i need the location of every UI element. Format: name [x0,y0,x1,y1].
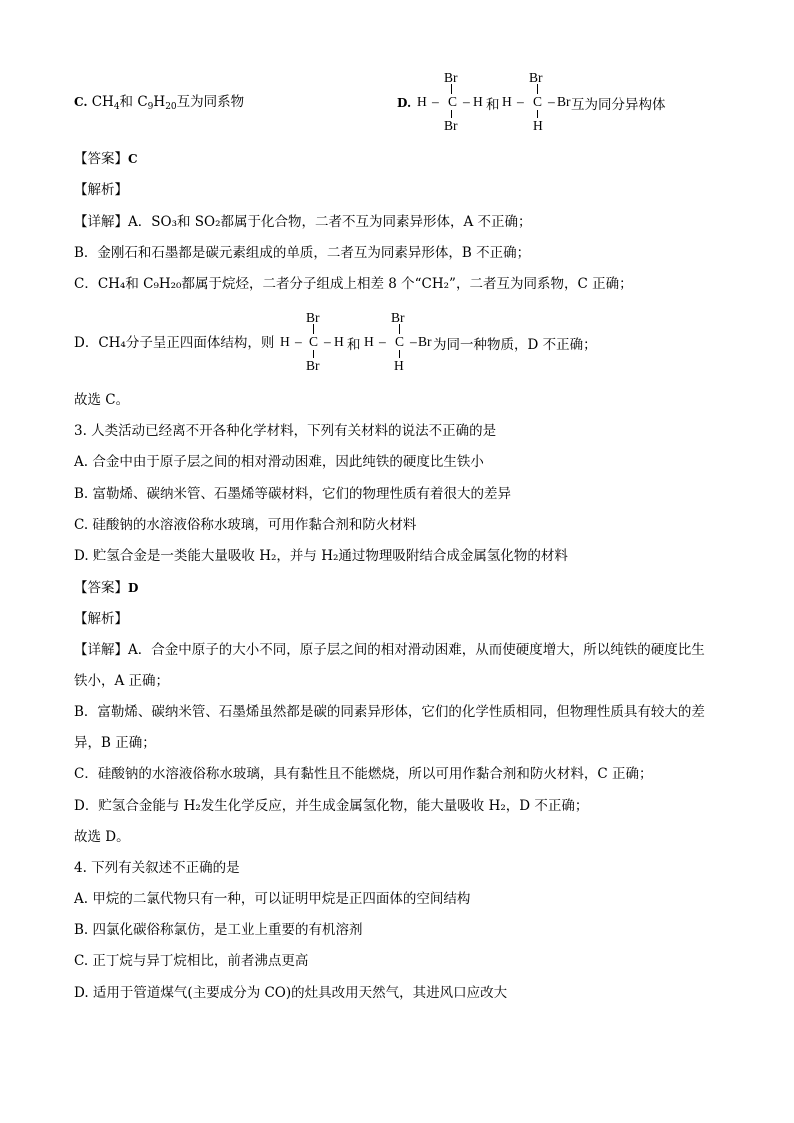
detail-a-line1: 【详解】A．合金中原子的大小不同，原子层之间的相对滑动困难，从而使硬度增大，所以纯铁的硬度比生 [74,642,705,658]
detail-b: B．金刚石和石墨都是碳元素组成的单质，二者互为同素异形体，B 不正确； [74,245,531,261]
atom-br: Br [444,118,458,133]
analysis-heading: 【解析】 [74,182,128,198]
q4-option-c: C. 正丁烷与异丁烷相比，前者沸点更高 [74,953,309,969]
atom-br: Br [557,94,571,109]
question-3-stem: 3. 人类活动已经离不开各种化学材料，下列有关材料的说法不正确的是 [74,423,497,439]
answer-line: 【答案】D [74,580,139,596]
analysis-heading: 【解析】 [74,611,128,627]
atom-c: C [395,334,405,349]
bond-vertical [399,350,400,358]
atom-c: C [533,94,543,109]
atom-h: H [394,358,404,373]
conclusion: 故选 D。 [74,829,130,845]
q4-option-b: B. 四氯化碳俗称氯仿，是工业上重要的有机溶剂 [74,922,363,938]
atom-h: H [334,334,344,349]
atom-br: Br [306,358,320,373]
bond-vertical [537,84,538,94]
bond-dash: – [432,94,439,109]
q4-option-d: D. 适用于管道煤气(主要成分为 CO)的灶具改用天然气，其进风口应改大 [74,985,508,1001]
bond-dash: – [548,94,555,109]
bond-vertical [313,350,314,358]
answer-line: 【答案】C [74,151,138,167]
detail-c: C．硅酸钠的水溶液俗称水玻璃，具有黏性且不能燃烧，所以可用作黏合剂和防火材料，C 正确； [74,766,653,782]
atom-h: H [533,118,543,133]
detail-c: C．CH₄和 C₉H₂₀都属于烷烃，二者分子组成上相差 8 个“CH₂”，二者互为同系物，C 正确； [74,276,633,292]
atom-br: Br [306,310,320,325]
atom-br: Br [444,70,458,85]
bond-dash: – [379,334,386,349]
atom-h: H [280,334,290,349]
q3-option-a: A. 合金中由于原子层之间的相对滑动困难，因此纯铁的硬度比生铁小 [74,454,484,470]
q3-option-d: D. 贮氢合金是一类能大量吸收 H₂，并与 H₂通过物理吸附结合成金属氢化物的材料 [74,548,568,564]
detail-d-tail: 为同一种物质，D 不正确； [433,337,597,353]
and-text: 和 [347,337,361,353]
q4-option-a: A. 甲烷的二氯代物只有一种，可以证明甲烷是正四面体的空间结构 [74,891,471,907]
atom-br: Br [529,70,543,85]
bond-vertical [537,110,538,118]
bond-dash: – [295,334,302,349]
detail-d-pre: D．CH₄分子呈正四面体结构，则 [74,335,275,351]
detail-d: D．贮氢合金能与 H₂发生化学反应，并生成金属氢化物，能大量吸收 H₂，D 不正确； [74,798,589,814]
bond-dash: – [517,94,524,109]
atom-h: H [473,94,483,109]
atom-c: C [309,334,319,349]
bond-dash: – [324,334,331,349]
detail-a-line2: 铁小，A 正确； [74,673,170,689]
detail-b-line1: B．富勒烯、碳纳米管、石墨烯虽然都是碳的同素异形体，它们的化学性质相同，但物理性质具有较大的差 [74,704,705,720]
q3-option-c: C. 硅酸钠的水溶液俗称水玻璃，可用作黏合剂和防火材料 [74,517,417,533]
atom-h: H [502,94,512,109]
bond-dash: – [410,334,417,349]
bond-vertical [451,84,452,94]
atom-h: H [417,94,427,109]
bond-vertical [451,110,452,118]
atom-h: H [364,334,374,349]
option-d-tail: 互为同分异构体 [571,97,666,113]
bond-vertical [399,324,400,334]
question-4-stem: 4. 下列有关叙述不正确的是 [74,860,240,876]
atom-br: Br [391,310,405,325]
detail-a: 【详解】A．SO₃和 SO₂都属于化合物，二者不互为同素异形体，A 不正确； [74,214,532,230]
q3-option-b: B. 富勒烯、碳纳米管、石墨烯等碳材料，它们的物理性质有着很大的差异 [74,486,512,502]
q2-option-c: C. $CH_4$和 $C_9H_{20}$互为同系物 [74,94,245,112]
bond-vertical [313,324,314,334]
q2-option-d-label: D. [397,96,412,110]
and-text: 和 [486,97,500,113]
atom-br: Br [418,334,432,349]
detail-b-line2: 异，B 正确； [74,735,156,751]
bond-dash: – [463,94,470,109]
conclusion: 故选 C。 [74,392,130,408]
atom-c: C [448,94,458,109]
